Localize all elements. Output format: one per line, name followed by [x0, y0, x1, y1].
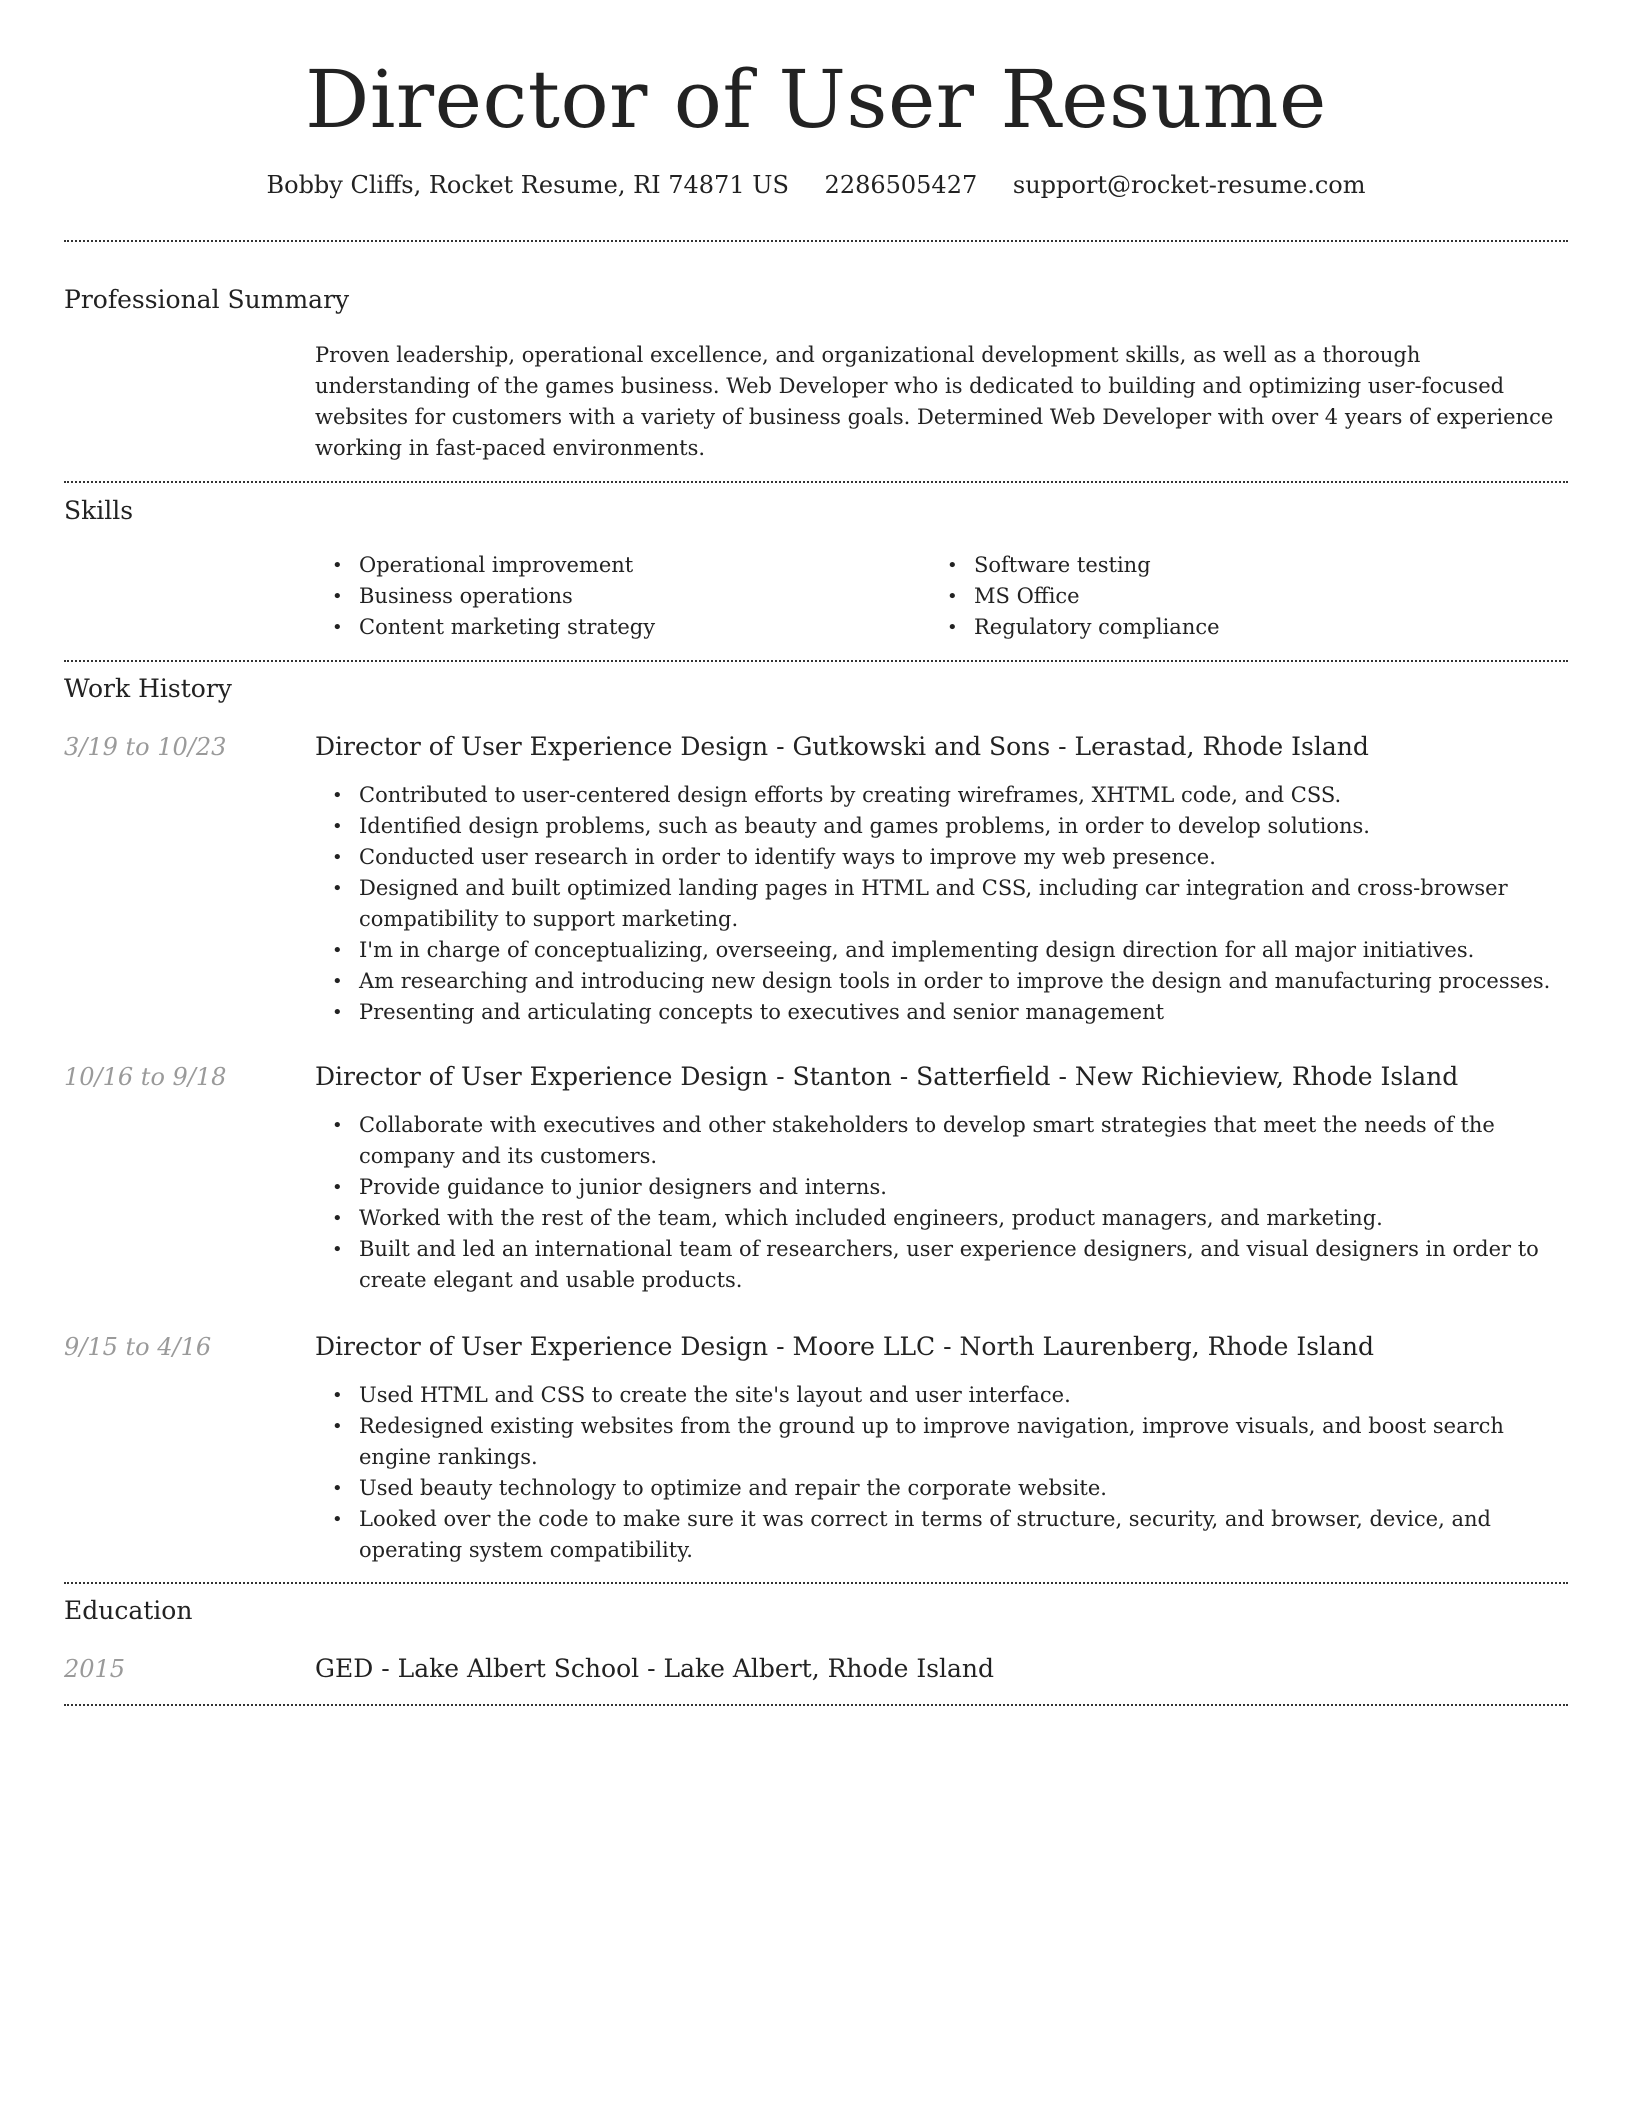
skill-item: • Business operations — [315, 581, 875, 612]
job-bullet: • Designed and built optimized landing pages in HTML and CSS, including car integration and cross-browser compatibility to support marketing. — [315, 873, 1568, 935]
contact-line — [0, 168, 1632, 202]
job-bullets — [315, 1380, 1568, 1566]
job-bullet: • Conducted user research in order to identify ways to improve my web presence. — [315, 842, 1568, 873]
job-title: Director of User Experience Design - Stanton - Satterfield - New Richieview, Rhode Island — [315, 1062, 1459, 1091]
job-bullet: • Worked with the rest of the team, which included engineers, product managers, and marketing. — [315, 1203, 1568, 1234]
skills-heading: Skills — [64, 496, 134, 525]
job-bullet: • Looked over the code to make sure it was correct in terms of structure, security, and browser, device, and operating system compatibility. — [315, 1504, 1568, 1566]
job-bullet: • Presenting and articulating concepts to executives and senior management — [315, 997, 1568, 1028]
summary-text: Proven leadership, operational excellence, and organizational development skills, as well as a thorough understanding of the games business. Web Developer who is dedicated to building and optimizing user-focused websites for customers with a variety of business goals. Determined Web Developer with over 4 years of experience working in fast-paced environments. — [315, 343, 1554, 460]
contact-email: support@rocket-resume.com — [1012, 171, 1366, 199]
job-dates: 10/16 to 9/18 — [64, 1063, 227, 1091]
skill-item: • MS Office — [930, 581, 1490, 612]
work-divider — [64, 1582, 1568, 1584]
contact-phone: 2286505427 — [824, 171, 978, 199]
job-bullets — [315, 780, 1568, 1028]
job-title: Director of User Experience Design - Moore LLC - North Laurenberg, Rhode Island — [315, 1332, 1375, 1361]
job-bullet: • Built and led an international team of researchers, user experience designers, and visual designers in order to create elegant and usable products. — [315, 1234, 1568, 1296]
summary-heading: Professional Summary — [64, 285, 350, 314]
job-bullet: • Am researching and introducing new design tools in order to improve the design and manufacturing processes. — [315, 966, 1568, 997]
summary-divider — [64, 481, 1568, 483]
job-bullet: • Provide guidance to junior designers and interns. — [315, 1172, 1568, 1203]
skill-item: • Content marketing strategy — [315, 612, 875, 643]
job-dates: 3/19 to 10/23 — [64, 733, 227, 761]
education-year: 2015 — [64, 1655, 126, 1683]
skill-item: • Regulatory compliance — [930, 612, 1490, 643]
education-detail: GED - Lake Albert School - Lake Albert, Rhode Island — [315, 1654, 995, 1683]
job-bullet: • Identified design problems, such as beauty and games problems, in order to develop solutions. — [315, 811, 1568, 842]
job-dates: 9/15 to 4/16 — [64, 1333, 212, 1361]
contact-address: Bobby Cliffs, Rocket Resume, RI 74871 US — [266, 171, 789, 199]
job-bullet: • Collaborate with executives and other stakeholders to develop smart strategies that meet the needs of the company and its customers. — [315, 1110, 1568, 1172]
skills-list-right — [930, 550, 1490, 643]
education-heading: Education — [64, 1596, 193, 1625]
skill-item: • Operational improvement — [315, 550, 875, 581]
page-title: Director of User Resume — [305, 53, 1327, 146]
job-bullets — [315, 1110, 1568, 1296]
education-divider — [64, 1704, 1568, 1706]
job-bullet: • I'm in charge of conceptualizing, overseeing, and implementing design direction for all major initiatives. — [315, 935, 1568, 966]
skill-item: • Software testing — [930, 550, 1490, 581]
job-bullet: • Redesigned existing websites from the ground up to improve navigation, improve visuals, and boost search engine rankings. — [315, 1411, 1568, 1473]
job-bullet: • Used HTML and CSS to create the site's layout and user interface. — [315, 1380, 1568, 1411]
header-divider — [64, 240, 1568, 242]
skills-divider — [64, 660, 1568, 662]
skills-list-left — [315, 550, 875, 643]
job-bullet: • Contributed to user-centered design efforts by creating wireframes, XHTML code, and CSS. — [315, 780, 1568, 811]
job-bullet: • Used beauty technology to optimize and repair the corporate website. — [315, 1473, 1568, 1504]
work-heading: Work History — [64, 674, 232, 703]
job-title: Director of User Experience Design - Gutkowski and Sons - Lerastad, Rhode Island — [315, 732, 1369, 761]
